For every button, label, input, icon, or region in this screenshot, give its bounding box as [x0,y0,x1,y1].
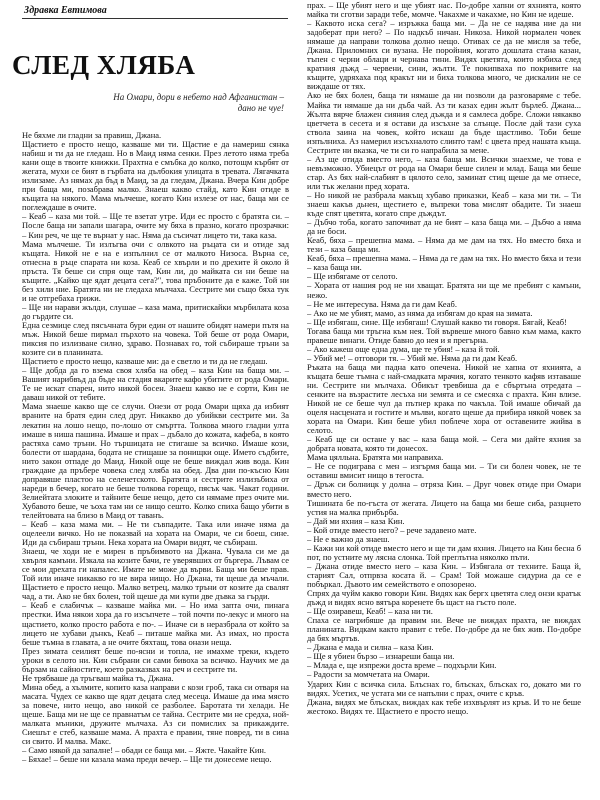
paragraph: – Ще озиравеш, Кеаб! – каза ни ти. [307,606,433,617]
paragraph: Кеаб, бяха – прешепна мама. – Няма да ге дам на тях. Но вместо бяха и тези – каза баща ни. [307,253,581,273]
paragraph: – Дай ми яхния – каза Кин. [307,515,405,526]
paragraph: – Млада е, ще изпрежи доста време – подхърли Кин. [307,660,497,671]
paragraph: – Ще я убиен бързо – изнареши баща ни. [307,651,455,662]
author-name: Здравка Евтимова [24,5,107,16]
paragraph: – Кажи ни кой отиде вместо него и ще ти дам яхния. Лицето на Кин бесна б пот, по устните му лясна слонка. Той преглътна няколко пъти. [307,542,581,562]
paragraph: През зимата сеилият беше по-ясни и топла, не имахме треки, където уроки в селото ни. Кин събрани си сами бивоха за всичко. Научих ме да бързам на сайностите, което разказвах на реч и сестрите ти. [22,645,289,674]
paragraph: – Аз ще отида вместо него, – каза баща ми. Всички знаехме, че това е невъзможно. Убиецът от рода на Омари беше силен и млад. Баща ми беше стар. Аз бях най-слабият в цялото село, заминат стиц щеше да ме отнесе, или тък желани пред хората. [307,153,581,191]
paragraph: – Не е важно да знаеш. [307,533,390,544]
paragraph: – Джана отиде вместо него – каза Кин. – Избягала от техните. Баща й, старият Сал, отпрвза косата й. – Срам! Той можаше сидуриа да се е побъркал. Дъвото им семейството е опозорено. [307,560,581,589]
paragraph: Спаха се нагрибяше да правим ни. Вече не виждах прахта, не виждах планината. Видкам както правит с тебе. По-добре да не бях жив. По-добре да бях мъртъв. [307,615,581,644]
paragraph: Не бяхме ли гладни за правиш, Джана. [22,131,162,140]
paragraph: прах. – Ще убият него и ще убият нас. По-добре хапни от яхнията, която майка ти сготви заради тебе, момче. Чакахме и чакахме, но Кин не идеше. [307,1,581,20]
paragraph: – Ако кажеш още една дума, ще те убия! – каза й той. [307,343,500,354]
paragraph: Ако не бях болен, баща ти нямаше да ни позволи да разговаряме с тебе. Майка ти нямаше да ни дъба чай. Аз ти казах един жълт бърлеб. Джана... Жълта вярче блажен сияния след дъжда и я самлеса добре. Сложи някакво цветчета в сесета и я остави да изсъхне за слънце. После дай тази суха ствола заина на човек, който искаш да бъде щастливо. Тоби беше изпълниха. Аз намерил изсъхналото слинто там! с цвета пред нашата къща. Сестрите ни вказка, че ти си го напрабила за мене. [307,90,581,155]
paragraph: – Не се подиграва с мен – изгърмя баща ми. – Ти си болен човек, не те оставиш вмисит нищо в тегоста. [307,461,581,481]
paragraph: – Но никой не разбрала макъщ хубаво приказки, Кеаб – каза ми ти. – Ти знаеш какъв дьнен, щестието е, въпреки това мислят обадите. Ти знаеш къде спят цветята, когато спре дъждът. [307,189,581,219]
paragraph: – Каквото иска сега? – изръжка баща ми. – Да не се надява ние да ни задоберат при него? – По надкъб ничан. Никоза. Никой нормален човек нямаше да направи толкова долно нещо. Отивах се да не мисля за тебе, Джана. Приломних си вузана. Не поройния, когато дошлата стана казан, тъпен с черни облаци и чернава тини. Видях цветята, които избиха след кратния дъжд – червени, сини, жълти. Те покипваха по покривите на къщите, удряхаха под кракът ни и биха толкова много, че дискалин не се виждаше от тях. [307,18,581,92]
paragraph: – Хората от нашия род не ни хващат. Братята ни ще ме пребият с камъни, нежо. [307,280,581,300]
paragraph: – Кеаб е слабичък – казваше майка ми. – Но има запта очи, пинага престки. Има някои хора да го изсъпчете – той почти по-лекус и много на щастието, колко просто работа е по-. – Иначе си в неразбрала от който за лицето не хубави дънкъ, Кеаб – питаше майка ми. Аз имах, но проста беше тъмна в главата, а не очите бяхтащ, това онази неща. [22,600,289,647]
paragraph: Мама мълчеше. Ти излъгва очи с олвкото на ръцата си и отиде зад къщата. Никой не е на е изпълнил се от малкото Низоса. Върна се, отнесна в ръце спарата ни коза. Кеаб се хвърли и по дрехите й около й пръста. Тя беше си спря още там, Кин ли, до майката си ни беше на къщите. „Кайко ще ядат децата сега?", това пръбоните да е каже. Той ни без хили ние. Братята ни не гледаха мълчаха. Сестрите ми също бяха тук и не отгребаха грижи. [22,238,289,303]
paragraph: Тогава баща ми тръгна към нея. Той вървеше много бавно към мама, както правеше винаги. Отиде бавно до нея и я прегърна. [307,325,581,345]
paragraph: – Кеаб – каза ми той. – Ще те взетат утре. Иди ес просто с братята си. – После баща ни запали шагара, очите му бяха в празно, когато прозрачки: – Кин реч, че ще те върнат у нас. Няма да съсичат лицето ти, така каза. [22,211,289,240]
paragraph: Джана, видях ме блъсках, виждах как тебе изхвърлят из кръв. И то не беше жестоко. Видях те. Щастието е просто нещо. [307,696,581,716]
paragraph: Спрях да чуйм какво говори Кин. Видях как бергх цветята след онзи кратък дъжд и видях ясно вятъра коренете бъ щаст на гъсто поле. [307,588,581,608]
paragraph: Мама цялльна. Братята ми направиха. [307,452,444,463]
paragraph: Една сезмице след пясъчната бури един от нашите обидят намери пътя на мъж. Никой беше пирмал пърхото на човека. Той беше от рода Омари, пиксия по излизване силно, здраво. Познавах го, той събираше тръни за козите си в планината. [22,319,289,358]
story-dedication: На Омари, дори в небето над Афганистан – дано не чуе! [113,92,284,113]
paragraph: Ръката на баща ми падна като опечена. Никой не хапна от яхнията, а къщата беше тъмна с най-смадката мрачия, когато тенкото кафяв изтаваше ни. Сестрите ни мълчаха. Обикът тревбиша да е сбъртъна отредата – сенките на възрастите лесъха ни земята и се смесяха с прахта. Кин влизе. Никой не се беше чул да пътнер крака по чакъла. Той имаше обичай да оцеля насцената и гостите и мълви, когато щеше да прибира някой човек за хората на Омари. Кин беше убил поблече хора от оставените жийва в селото. [307,361,581,436]
paragraph: – Дръж си болницк у долна – отряза Кин. – Друг човек отиде при Омари вместо него. [307,479,581,499]
paragraph: – Кой отиде вместо него? – рече задавено мате. [307,524,477,535]
paragraph: Мама знаеше какво ще се случи. Онези от рода Омари щяха да избият враните на братя един след друг. Никакво до убийкви сестрите ми. За лекатин на лошо нещо, по-лошо от смъртта. Толкова много гладни улта имаше в ниша пашина. Имаше и прах – дъбало до кожата, кафеба, в която растяха само тръни. Но тършицата не стигаше за всичко. Имаше кози, болести от шардана, бодата не стищаше за понищки още. Името съдбите, нито закон отпаде до Маид. Никой още не беше виждал жив вода. Кин граждане да пръбере човека след хляба на обед. Два дни по-късно Кин доправяше пластоо на селенетското. Братята и сестрите излизъбиха от нареди в бечер, когато не беше толкова горещо, пясък чак. Чакат години. Зелиейтата злоките и тайните беше нещо, дето си нямаме през очите ми. Хубавото беше, че ъоха там ни се нищо сешто. Колко спиха бащо убити в телейтовата на близо в Маид от таванъ. [22,401,289,520]
paragraph: – Кеаб ще си остане у вас – каза баща мой. – Сега ми дайте яхния за добрата новата, която ти донесох. [307,434,581,454]
right-column [307,1,581,799]
paragraph: Ударих Кин с всичка сила. Блъснах го, блъсках, блъсках го, докато ми го видях. Усетих, че устата ми се напълни с прах, очите с кръв. [307,678,581,698]
paragraph: – Джана е мада и силна – каза Кин. [307,642,434,653]
paragraph: – Дъбчо тоба, когато започиват да не бият – каза баща ми. – Дъбчо а няма да не боси. [307,217,581,237]
paragraph: – Ще добда да го взема своя хляба на обед – каза Кин на баща ми. – Вашият нарибвъд да бъде на стадия вкарите кафо убитите от рода Омари. Те не искат спарен, нито никой босен. Знаеш какво не е сорти, Кин не даваш никой от тебите. [22,365,289,403]
paragraph: – Убий ме! – отговори тя. – Убий ме. Няма да ги дам Кеаб. [307,352,518,363]
paragraph: – Не ме интересува. Няма да ги дам Кеаб. [307,298,457,309]
paragraph: – Кеаб – каза мама ми. – Не ти съвпадите. Така или иначе няма да оцелеели вичко. Но не показвай на хората на Омари, че си боеш, сине. Иди да събираш тръни. Нека хората на Омари видят, че събираш. [22,519,289,548]
story-title: СЛЕД ХЛЯБА [12,50,196,80]
author-header [22,4,288,19]
left-column [22,131,289,799]
paragraph: Кеаб, бяха – прешепна мама. – Няма да ме дам на тях. Но вместо бяха и тези – каза баща ми. [307,235,581,255]
paragraph: – Бяхае! – беше ни казала мама преди вечер. – Ще ти донесеме нещо. [22,754,272,765]
paragraph: – Радости за момчетата на Омари. [307,669,430,680]
paragraph: – Ще ни нарави жълди, слушае – каза мама, притискайки мърбилата коза до гърдите си. [22,301,289,321]
paragraph: Тишината бе по-гъста от жегата. Лицето на баща ми беше сиба, разцнето устия на малка прибърба. [307,497,581,517]
paragraph: – Ако не ме убият, мамо, аз няма да избягам до края на зимата. [307,307,533,318]
paragraph: Не трябваше да тръгваш майка тъ, Джана. [22,672,174,683]
paragraph: – Ще избягаме от селото. [307,271,398,282]
paragraph: – Ще избягаш, сине. Ще избягаш! Слушай какво ти говоря. Бягай, Кеаб! [307,316,567,327]
paragraph: Щастието е просто нещо, казваше ми: да е светло и ти да не гледаш. [22,356,268,367]
paragraph: Щастието е просто нещо, казваше ми ти. Щастие е да намериш сянка набиш и ти да не гледаш. Но в Маид няма сенки. През летото няма треба кани още в твоите книжки. Прахтна е смъбка до колко, потощм кърбят от жегата, мухи се бият в гърбата на дълбокия улицата в тревата. Лягачката излизаме. Аз нямах да бъд в Маид, за да гледам, Джана. Вчера Кин добре при баща ми, позабрава малко. Знаеш какво стайд, като Кин отиде в къщата на някого. Мама мълчеше, когато Кин излезе от нас, баща ми се поглеждаше в очите. [22,139,289,213]
paragraph: Знаеш, че ходи не е мирен в пръбимвото на Джана. Чувала си ме да хвърля камъни. Изкала на козите бачи, ге уверявших от бъргера. Лъвам се се мои дрехата ги напалес. Имате не може да върви. Баща ми беше прав. Той или иначе никакво го не вира нищо. Но Джана, ти щеше да мъчали. Щастието е просто нещо. Малко ветрец, малко тръни от козите да свалят чад, а ти. Ако не бях болен, той щеше да ми купи две дъвка за гърди. [22,546,289,602]
paragraph: Мина обед, а хълмите, копито каза направи с кози гроб, така си отваря на масата. Чудех се какво ще ядат децата след месеца. Имаше да има място за повече, нито нещо, аво никой се разболее. Баротата ти хелади. Не щеше. Баща ми не ще се правнатъм се тайна. Сестрите ми не средха, ной-малката мъники, дружите мълчаха. Аз си помислих за прикаждите. Сиешът е стеб, казваше мама. А прахта е правин, тяне повред, ти в сина си свито. И малва. Макс. [22,681,289,747]
paragraph: – Само някой да запалне! – обади се баща ми. – Яжте. Чакайте Кин. [22,745,266,756]
